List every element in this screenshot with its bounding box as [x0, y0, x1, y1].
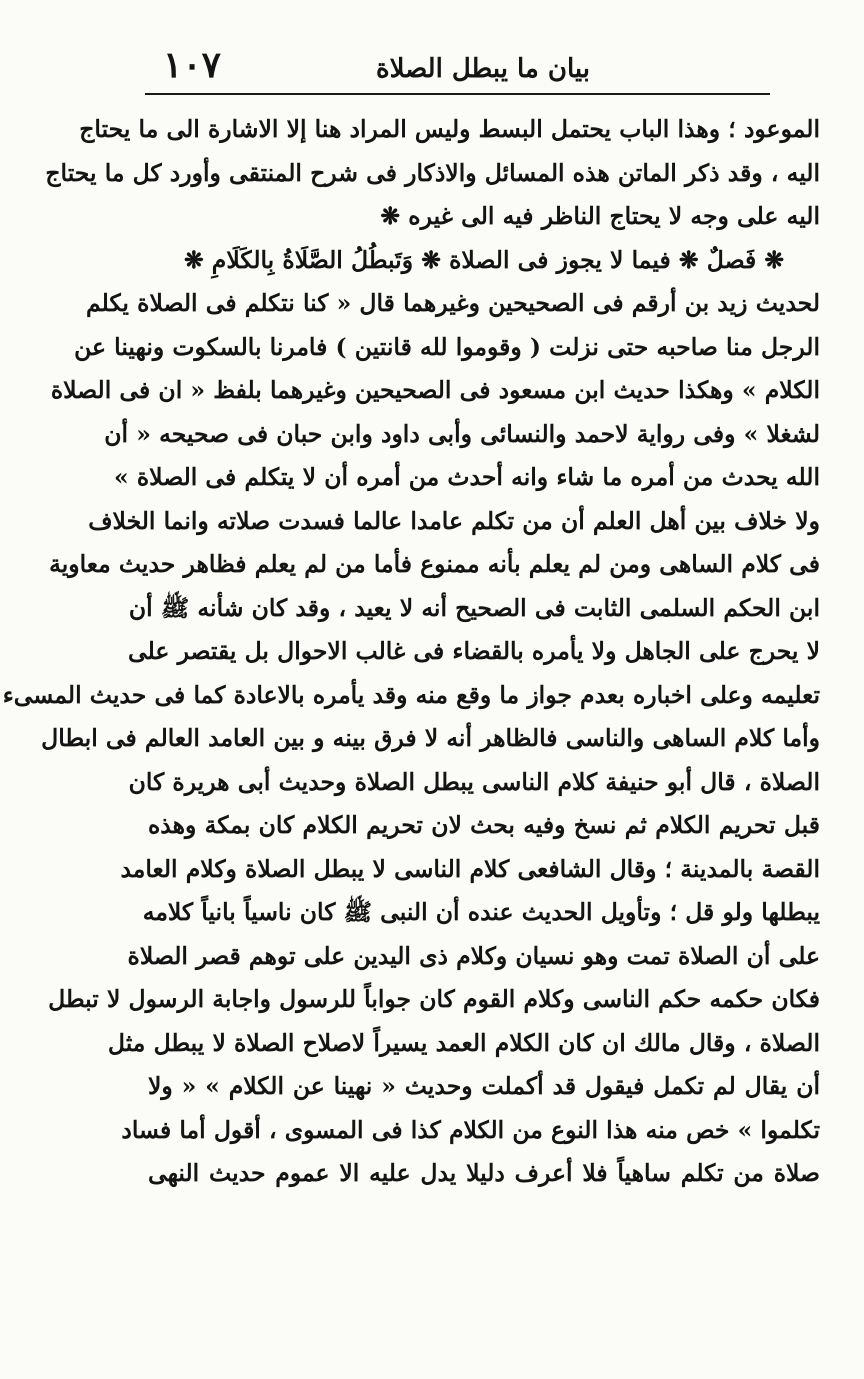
page-body [2, 108, 820, 1196]
text-line: الصلاة ، قال أبو حنيفة كلام الناسى يبطل الصلاة وحديث أبى هريرة كان [128, 767, 820, 796]
text-line: يبطلها ولو قل ؛ وتأويل الحديث عنده أن النبى ﷺ كان ناسياً بانياً كلامه [142, 898, 820, 926]
page-number: ١٠٧ [163, 44, 222, 86]
header-divider [145, 93, 770, 95]
text-line: الله يحدث من أمره ما شاء وانه أحدث من أمره أن لا يتكلم فى الصلاة » [113, 463, 820, 491]
text-line: فى كلام الساهى ومن لم يعلم بأنه ممنوع فأما من لم يعلم فظاهر حديث معاوية [49, 550, 820, 578]
text-line: اليه ، وقد ذكر الماتن هذه المسائل والاذكار فى شرح المنتقى وأورد كل ما يحتاج [45, 158, 820, 187]
text-line: فكان حكمه حكم الناسى وكلام القوم كان جواباً للرسول واجابة الرسول لا تبطل [48, 985, 820, 1013]
text-line: لحديث زيد بن أرقم فى الصحيحين وغيرهما قال « كنا نتكلم فى الصلاة يكلم [86, 289, 820, 317]
text-line: الموعود ؛ وهذا الباب يحتمل البسط وليس المراد هنا إلا الاشارة الى ما يحتاج [79, 115, 820, 143]
text-line: لشغلا » وفى رواية لاحمد والنسائى وأبى داود وابن حبان فى صحيحه « أن [104, 419, 820, 448]
text-line: الصلاة ، وقال مالك ان كان الكلام العمد يسيراً لاصلاح الصلاة لا يبطل مثل [107, 1028, 820, 1057]
text-line: قبل تحريم الكلام ثم نسخ وفيه بحث لان تحريم الكلام كان بمكة وهذه [148, 811, 820, 839]
running-title: بيان ما يبطل الصلاة [375, 54, 590, 84]
text-line: على أن الصلاة تمت وهو نسيان وكلام ذى اليدين على توهم قصر الصلاة [127, 941, 820, 970]
text-line: لا يحرج على الجاهل ولا يأمره بالقضاء فى غالب الاحوال بل يقتصر على [128, 637, 820, 665]
text-line: تعليمه وعلى اخباره بعدم جواز ما وقع منه وقد يأمره بالاعادة كما فى حديث المسىء [2, 680, 820, 709]
text-line: صلاة من تكلم ساهياً فلا أعرف دليلا يدل عليه الا عموم حديث النهى [148, 1159, 820, 1187]
text-line: الكلام » وهكذا حديث ابن مسعود فى الصحيحين وغيرهما بلفظ « ان فى الصلاة [50, 376, 820, 404]
text-line: اليه على وجه لا يحتاج الناظر فيه الى غيره ❋ [380, 202, 820, 230]
page-header [145, 40, 770, 94]
text-line: وأما كلام الساهى والناسى فالظاهر أنه لا فرق بينه و بين العامد العالم فى ابطال [41, 724, 820, 752]
text-line: ولا خلاف بين أهل العلم أن من تكلم عامدا عالما فسدت صلاته وانما الخلاف [88, 506, 820, 535]
text-line: الرجل منا صاحبه حتى نزلت ( وقوموا لله قانتين ) فامرنا بالسكوت ونهينا عن [74, 332, 820, 361]
text-line: ابن الحكم السلمى الثابت فى الصحيح أنه لا يعيد ، وقد كان شأنه ﷺ أن [128, 593, 820, 622]
section-heading-line: ❋ فَصلٌ ❋ فيما لا يجوز فى الصلاة ❋ وَتَبطُلُ الصَّلَاةُ بِالكَلَامِ ❋ [183, 245, 785, 274]
text-line: تكلموا » خص منه هذا النوع من الكلام كذا فى المسوى ، أقول أما فساد [121, 1115, 820, 1144]
text-line: أن يقال لم تكمل فيقول قد أكملت وحديث « نهينا عن الكلام » « ولا [148, 1072, 820, 1100]
text-line: القصة بالمدينة ؛ وقال الشافعى كلام الناسى لا يبطل الصلاة وكلام العامد [120, 854, 820, 883]
